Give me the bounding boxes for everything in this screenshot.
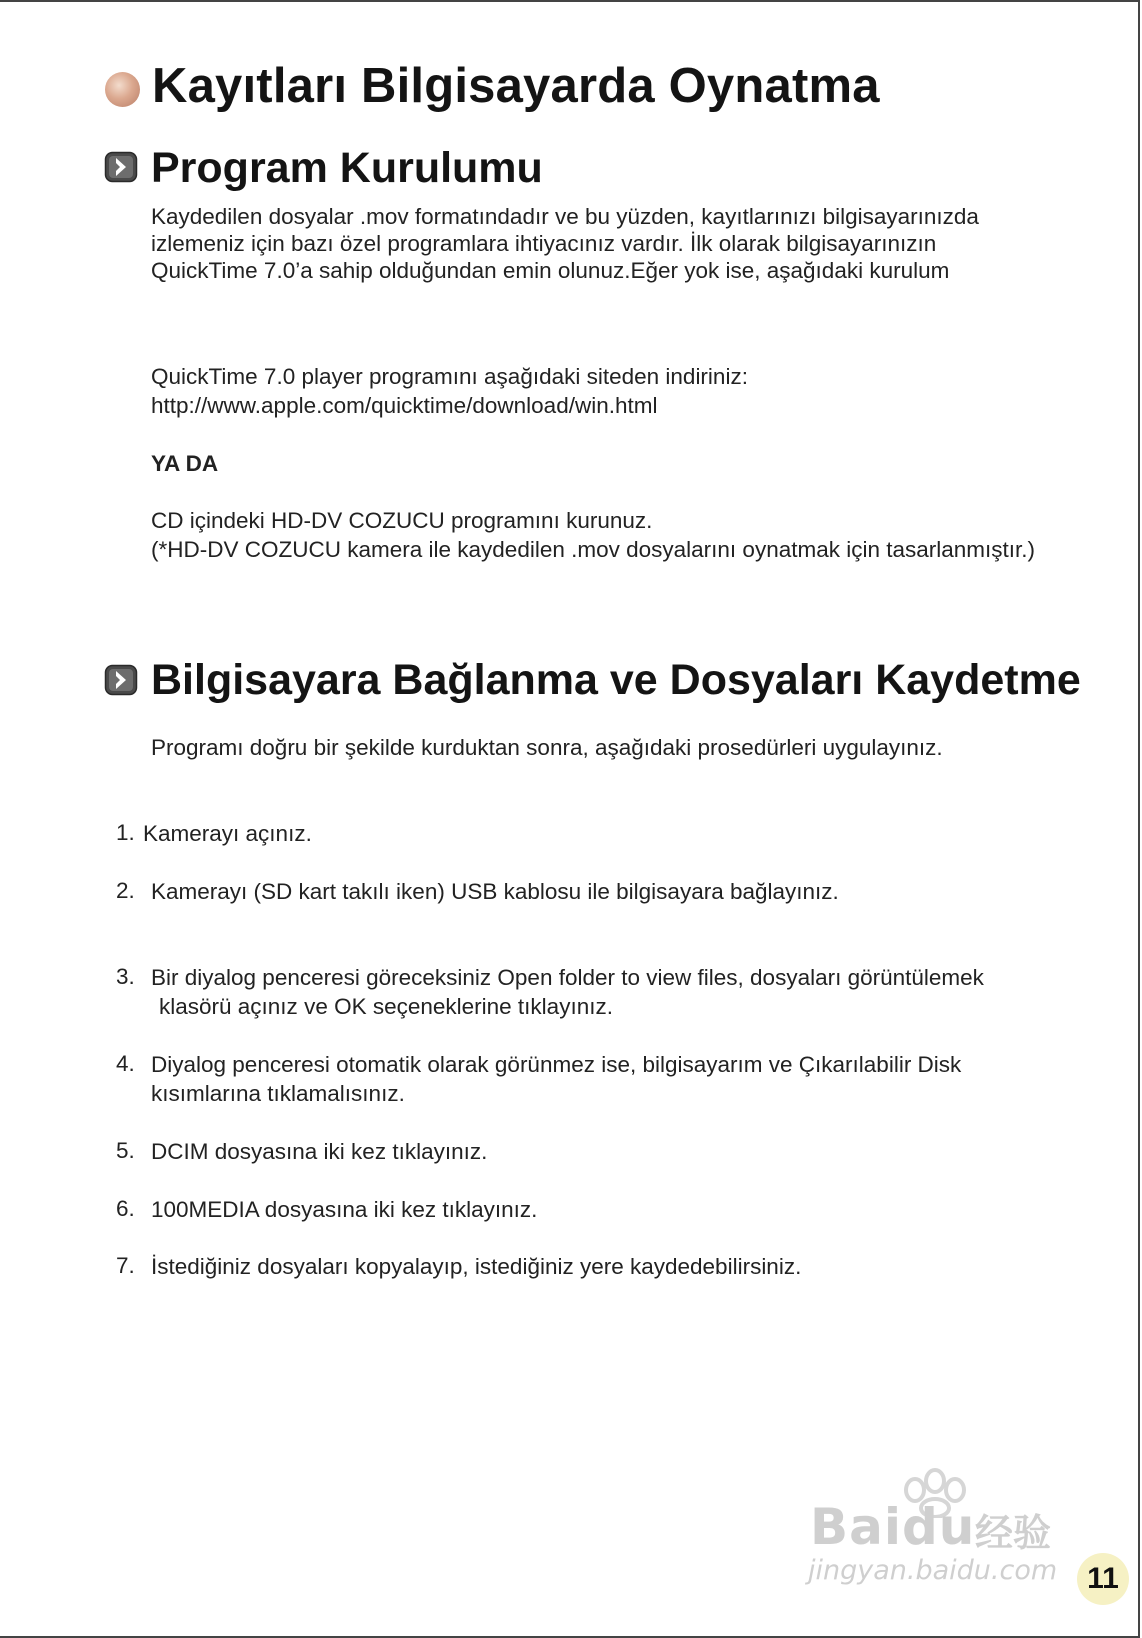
section1-intro-line-3: QuickTime 7.0’a sahip olduğundan emin olunuz.Eğer yok ise, aşağıdaki kurulum [151,258,950,283]
page-number: 11 [1077,1553,1129,1605]
step-text: 100MEDIA dosyasına iki kez tıklayınız. [151,1197,538,1222]
watermark-brand: Baidu [810,1498,976,1556]
step-number: 6. [116,1196,135,1221]
section-arrow-icon [104,151,138,183]
step-text: Kamerayı açınız. [143,821,312,846]
step-text-continued: klasörü açınız ve OK seçeneklerine tıklayınız. [159,994,613,1019]
watermark-cn: 经验 [975,1511,1052,1555]
section1-intro-line-2: izlemeniz için bazı özel programlara ihtiyacınız vardır. İlk olarak bilgisayarınızın [151,231,937,256]
step-number: 2. [116,878,135,903]
section1-intro-line-1: Kaydedilen dosyalar .mov formatındadır ve bu yüzden, kayıtlarınızı bilgisayarınızda [151,204,979,229]
section2-intro: Programı doğru bir şekilde kurduktan sonra, aşağıdaki prosedürleri uygulayınız. [151,735,943,760]
cd-install-line: CD içindeki HD-DV COZUCU programını kurunuz. [151,508,653,533]
download-url: http://www.apple.com/quicktime/download/win.html [151,393,658,418]
step-number: 7. [116,1253,135,1278]
step-text: İstediğiniz dosyaları kopyalayıp, istediğiniz yere kaydedebilirsiniz. [151,1254,802,1279]
section-title-program-kurulumu: Program Kurulumu [151,144,543,192]
bullet-orb-icon [105,72,140,107]
step-text: Bir diyalog penceresi göreceksiniz Open folder to view files, dosyaları görüntülemek [151,965,984,990]
step-number: 4. [116,1051,135,1076]
step-text: Diyalog penceresi otomatik olarak görünmez ise, bilgisayarım ve Çıkarılabilir Disk [151,1052,962,1077]
watermark-url: jingyan.baidu.com [808,1555,1058,1586]
download-instruction: QuickTime 7.0 player programını aşağıdaki siteden indiriniz: [151,364,748,389]
section-arrow-icon [104,664,138,696]
cd-install-note: (*HD-DV COZUCU kamera ile kaydedilen .mov dosyalarını oynatmak için tasarlanmıştır.) [151,537,1036,562]
step-text: Kamerayı (SD kart takılı iken) USB kablosu ile bilgisayara bağlayınız. [151,879,839,904]
step-number: 3. [116,964,135,989]
section-title-bilgisayara-baglanma: Bilgisayara Bağlanma ve Dosyaları Kaydetme [151,656,1081,704]
step-number: 5. [116,1138,135,1163]
step-text: DCIM dosyasına iki kez tıklayınız. [151,1139,488,1164]
or-label: YA DA [151,451,219,476]
step-text-continued: kısımlarına tıklamalısınız. [151,1081,405,1106]
page-title: Kayıtları Bilgisayarda Oynatma [152,59,880,113]
step-number: 1. [116,820,135,845]
